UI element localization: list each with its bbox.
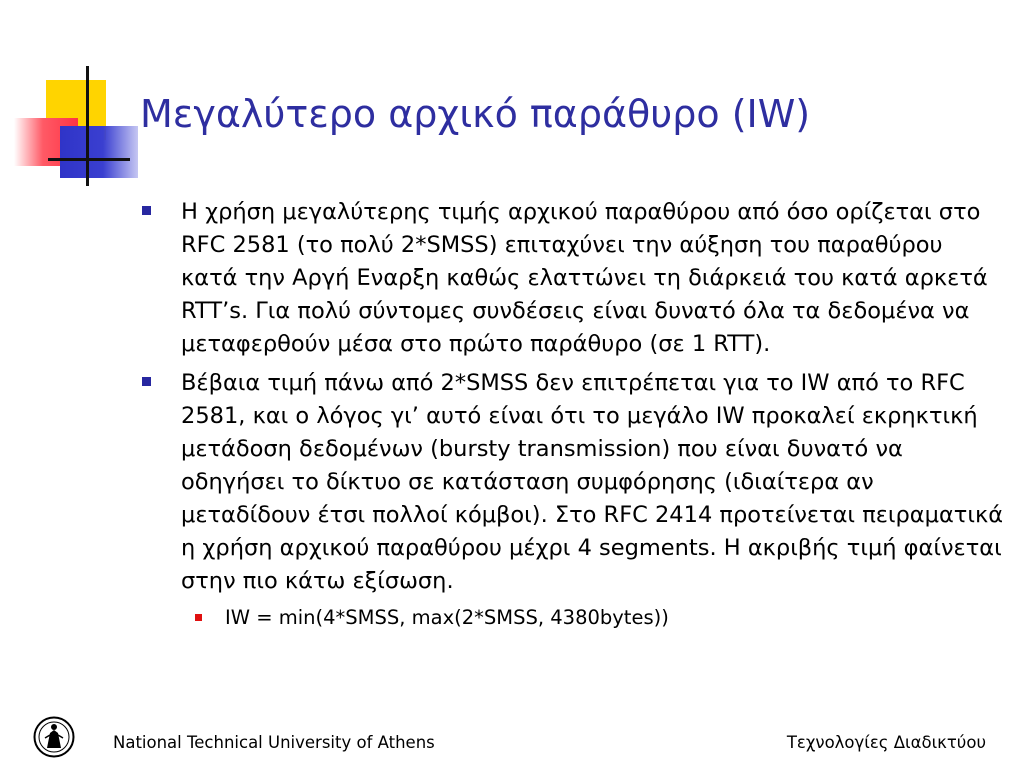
horizontal-line [48,158,130,161]
decorative-squares [0,0,140,190]
footer-course: Τεχνολογίες Διαδικτύου [786,733,986,752]
sub-bullet-item [195,604,1006,632]
bullet-item [140,196,1006,361]
bullet-text: Βέβαια τιμή πάνω από 2*SMSS δεν επιτρέπεται για το IW από το RFC 2581, και ο λόγος γι’ αυτό είναι ότι το μεγάλο IW προκαλεί εκρηκτική μετάδοση δεδομένων (bursty transmission) που είναι δυνατό να οδηγήσει το δίκτυο σε κατάσταση συμφόρησης (ιδιαίτερα αν μεταδίδουν έτσι πολλοί κόμβοι). Στο RFC 2414 προτείνεται πειραματικά η χρήση αρχικού παραθύρου μέχρι 4 segments. Η ακριβής τιμή φαίνεται στην πιο κάτω εξίσωση. [181,370,1004,594]
vertical-line [86,66,89,186]
university-seal-icon [33,716,75,758]
blue-square [60,126,138,178]
slide-content [140,196,1006,632]
footer-institution: National Technical University of Athens [113,733,435,752]
sub-bullet-text: IW = min(4*SMSS, max(2*SMSS, 4380bytes)) [225,606,669,629]
bullet-item [140,367,1006,598]
bullet-square-icon [142,206,151,215]
sub-bullet-square-icon [195,614,202,621]
bullet-text: Η χρήση μεγαλύτερης τιμής αρχικού παραθύρου από όσο ορίζεται στο RFC 2581 (το πολύ 2*SMSS) επιταχύνει την αύξηση του παραθύρου κατά την Αργή Εναρξη καθώς ελαττώνει τη διάρκειά του κατά αρκετά RTT’s. Για πολύ σύντομες συνδέσεις είναι δυνατό όλα τα δεδομένα να μεταφερθούν μέσα στο πρώτο παράθυρο (σε 1 RTT). [181,199,988,357]
slide-title: Μεγαλύτερο αρχικό παράθυρο (IW) [140,92,811,136]
bullet-square-icon [142,377,151,386]
